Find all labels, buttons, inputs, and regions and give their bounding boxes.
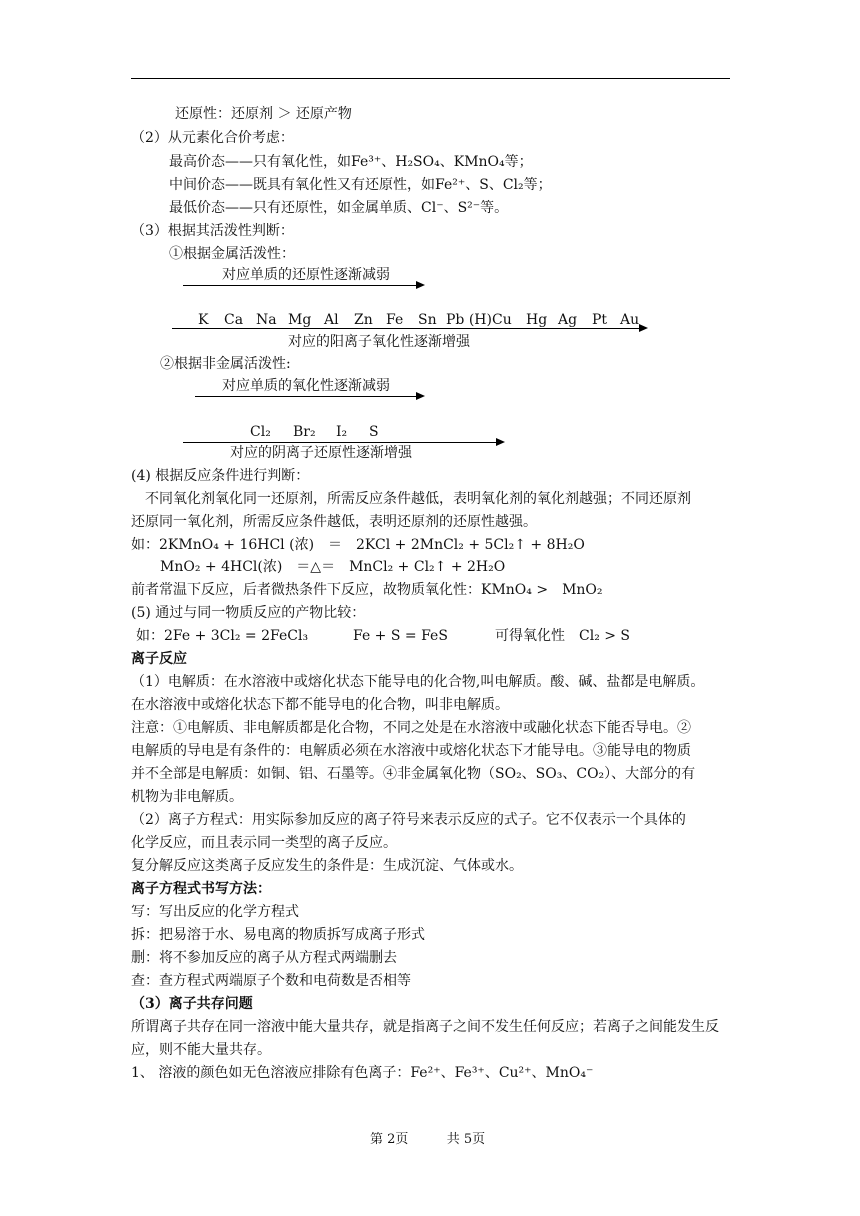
- text-line: 并不全部是电解质：如铜、铝、石墨等。④非金属氧化物（SO₂、SO₃、CO₂）、大部分的有: [131, 766, 696, 782]
- text-line: 在水溶液中或熔化状态下都不能导电的化合物，叫非电解质。: [131, 697, 509, 713]
- page-footer: [370, 1128, 485, 1147]
- text-line: （2）离子方程式：用实际参加反应的离子符号来表示反应的式子。它不仅表示一个具体的: [131, 812, 686, 828]
- right-arrow-icon: [183, 442, 497, 443]
- section-heading: （3）离子共存问题: [131, 996, 253, 1012]
- section-heading: 离子方程式书写方法：: [131, 881, 271, 897]
- element-symbol: Ca: [224, 312, 244, 328]
- element-symbol: Hg: [526, 312, 548, 328]
- element-symbol: K: [198, 312, 209, 328]
- text-line: 最高价态——只有氧化性，如Fe³⁺、H₂SO₄、KMnO₄等；: [169, 154, 533, 170]
- text-line: 写：写出反应的化学方程式: [131, 904, 299, 920]
- element-symbol: Na: [256, 312, 277, 328]
- equation: 如：2Fe + 3Cl₂ = 2FeCl₃: [136, 628, 309, 644]
- right-arrow-icon: [172, 328, 640, 329]
- text-line: ②根据非金属活泼性:: [160, 356, 291, 372]
- element-symbol: S: [369, 424, 379, 440]
- text-line: 还原同一氧化剂，所需反应条件越低，表明还原剂的还原性越强。: [131, 514, 537, 530]
- arrow-label: 对应的阳离子氧化性逐渐增强: [288, 334, 470, 350]
- element-symbol: Pt: [592, 312, 608, 328]
- text-line: 1、 溶液的颜色如无色溶液应排除有色离子：Fe²⁺、Fe³⁺、Cu²⁺、MnO₄⁻: [131, 1065, 594, 1081]
- text-line: （3）根据其活泼性判断：: [131, 223, 294, 239]
- text-line: 应，则不能大量共存。: [131, 1042, 271, 1058]
- text-line: 注意：①电解质、非电解质都是化合物，不同之处是在水溶液中或融化状态下能否导电。②: [131, 720, 691, 736]
- text-line: 拆：把易溶于水、易电离的物质拆写成离子形式: [131, 927, 425, 943]
- text-line: 查：查方程式两端原子个数和电荷数是否相等: [131, 973, 411, 989]
- right-arrow-icon: [195, 396, 417, 397]
- element-symbol: Ag: [558, 312, 578, 328]
- text-line: 复分解反应这类离子反应发生的条件是：生成沉淀、气体或水。: [131, 858, 523, 874]
- text-line: 电解质的导电是有条件的：电解质必须在水溶液中或熔化状态下才能导电。③能导电的物质: [131, 743, 691, 759]
- text-line: 中间价态——既具有氧化性又有还原性，如Fe²⁺、S、Cl₂等；: [169, 177, 552, 193]
- element-symbol: Al: [324, 312, 339, 328]
- text-line: 所谓离子共存在同一溶液中能大量共存，就是指离子之间不发生任何反应；若离子之间能发生反: [131, 1019, 719, 1035]
- element-symbol: Cu: [492, 312, 512, 328]
- text-line: 删：将不参加反应的离子从方程式两端删去: [131, 950, 397, 966]
- header-rule: [131, 78, 730, 79]
- element-symbol: Mg: [288, 312, 312, 328]
- arrow-label: 对应单质的还原性逐渐减弱: [222, 267, 390, 283]
- element-symbol: Sn: [418, 312, 437, 328]
- element-symbol: Br₂: [293, 424, 316, 440]
- text-line: 最低价态——只有还原性，如金属单质、Cl⁻、S²⁻等。: [169, 200, 509, 216]
- page-number: 第 2页: [370, 1132, 409, 1147]
- text-line: 可得氧化性 Cl₂ > S: [495, 628, 631, 644]
- arrow-label: 对应的阴离子还原性逐渐增强: [230, 445, 412, 461]
- equation: 如：2KMnO₄ + 16HCl (浓) ＝ 2KCl + 2MnCl₂ + 5Cl₂↑ + 8H₂O: [131, 537, 585, 553]
- page-total: 共 5页: [446, 1132, 486, 1147]
- text-line: ①根据金属活泼性：: [169, 246, 295, 262]
- text-line: 还原性：还原剂 ＞ 还原产物: [175, 106, 352, 122]
- text-line: （2）从元素化合价考虑：: [131, 130, 294, 146]
- text-line: （1）电解质：在水溶液中或熔化状态下能导电的化合物,叫电解质。酸、碱、盐都是电解质。: [131, 674, 705, 690]
- element-symbol: Pb (H): [446, 312, 492, 328]
- text-line: 前者常温下反应，后者微热条件下反应，故物质氧化性：KMnO₄ > MnO₂: [131, 582, 603, 598]
- text-line: (5) 通过与同一物质反应的产物比较：: [131, 605, 366, 621]
- section-heading: 离子反应: [131, 651, 187, 667]
- text-line: (4) 根据反应条件进行判断：: [131, 468, 310, 484]
- text-line: 机物为非电解质。: [131, 789, 243, 805]
- equation: Fe + S = FeS: [353, 628, 448, 644]
- element-symbol: Cl₂: [250, 424, 271, 440]
- arrow-label: 对应单质的氧化性逐渐减弱: [222, 378, 390, 394]
- element-symbol: I₂: [336, 424, 348, 440]
- element-symbol: Fe: [386, 312, 404, 328]
- element-symbol: Au: [620, 312, 640, 328]
- equation: MnO₂ + 4HCl(浓) ＝△＝ MnCl₂ + Cl₂↑ + 2H₂O: [160, 559, 506, 575]
- text-line: 化学反应，而且表示同一类型的离子反应。: [131, 835, 397, 851]
- right-arrow-icon: [183, 285, 417, 286]
- element-symbol: Zn: [354, 312, 373, 328]
- text-line: 不同氧化剂氧化同一还原剂，所需反应条件越低，表明氧化剂的氧化剂越强；不同还原剂: [145, 491, 691, 507]
